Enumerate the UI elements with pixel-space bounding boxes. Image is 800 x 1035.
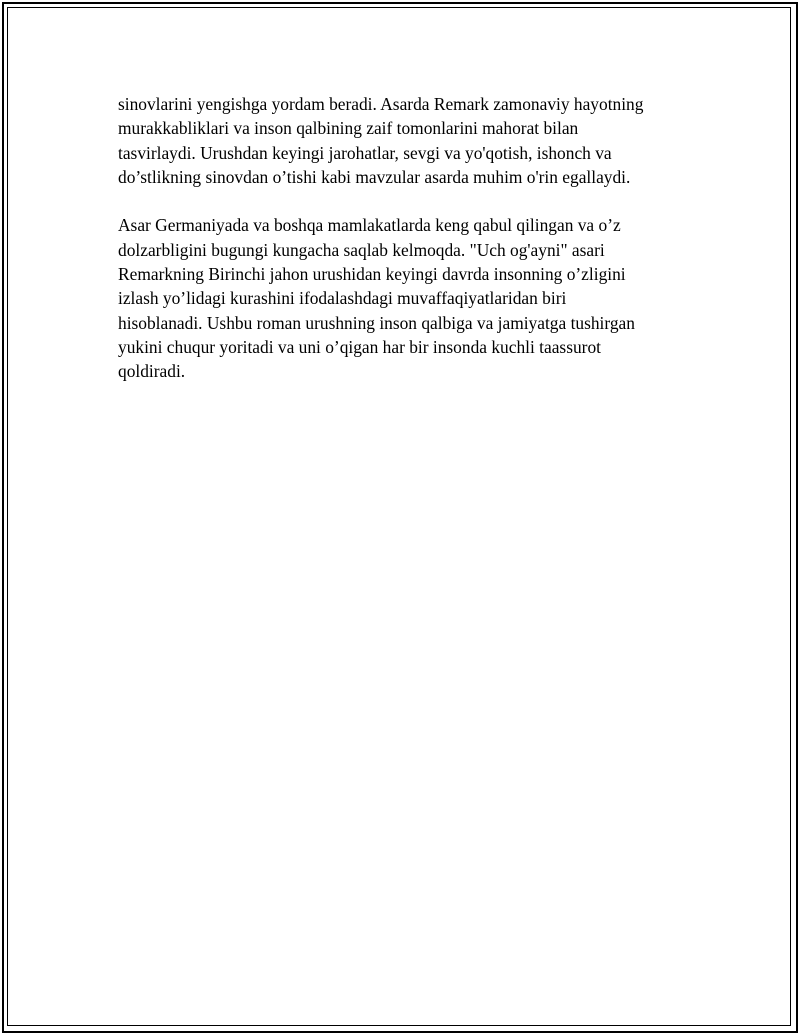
paragraph-line: hisoblanadi. Ushbu roman urushning inson qalbiga va jamiyatga tushirgan <box>118 312 635 333</box>
paragraph-line: qoldiradi. <box>118 361 186 382</box>
paragraph-line: do’stlikning sinovdan o’tishi kabi mavzular asarda muhim o'rin egallaydi. <box>118 166 631 187</box>
paragraph-line: dolzarbligini bugungi kungacha saqlab kelmoqda. "Uch og'ayni" asari <box>118 239 605 260</box>
document-body <box>118 92 688 408</box>
paragraph-line: Remarkning Birinchi jahon urushidan keyingi davrda insonning o’zligini <box>118 264 626 285</box>
paragraph-line: murakkabliklari va inson qalbining zaif tomonlarini mahorat bilan <box>118 118 579 139</box>
paragraph-line: tasvirlaydi. Urushdan keyingi jarohatlar, sevgi va yo'qotish, ishonch va <box>118 142 612 163</box>
paragraph-line: izlash yo’lidagi kurashini ifodalashdagi muvaffaqiyatlaridan biri <box>118 288 567 309</box>
paragraph-1 <box>118 92 688 189</box>
paragraph-line: sinovlarini yengishga yordam beradi. Asarda Remark zamonaviy hayotning <box>118 94 644 114</box>
paragraph-line: yukini chuqur yoritadi va uni o’qigan har bir insonda kuchli taassurot <box>118 336 601 357</box>
paragraph-line: Asar Germaniyada va boshqa mamlakatlarda keng qabul qilingan va o’z <box>118 215 621 236</box>
paragraph-2 <box>118 213 688 383</box>
